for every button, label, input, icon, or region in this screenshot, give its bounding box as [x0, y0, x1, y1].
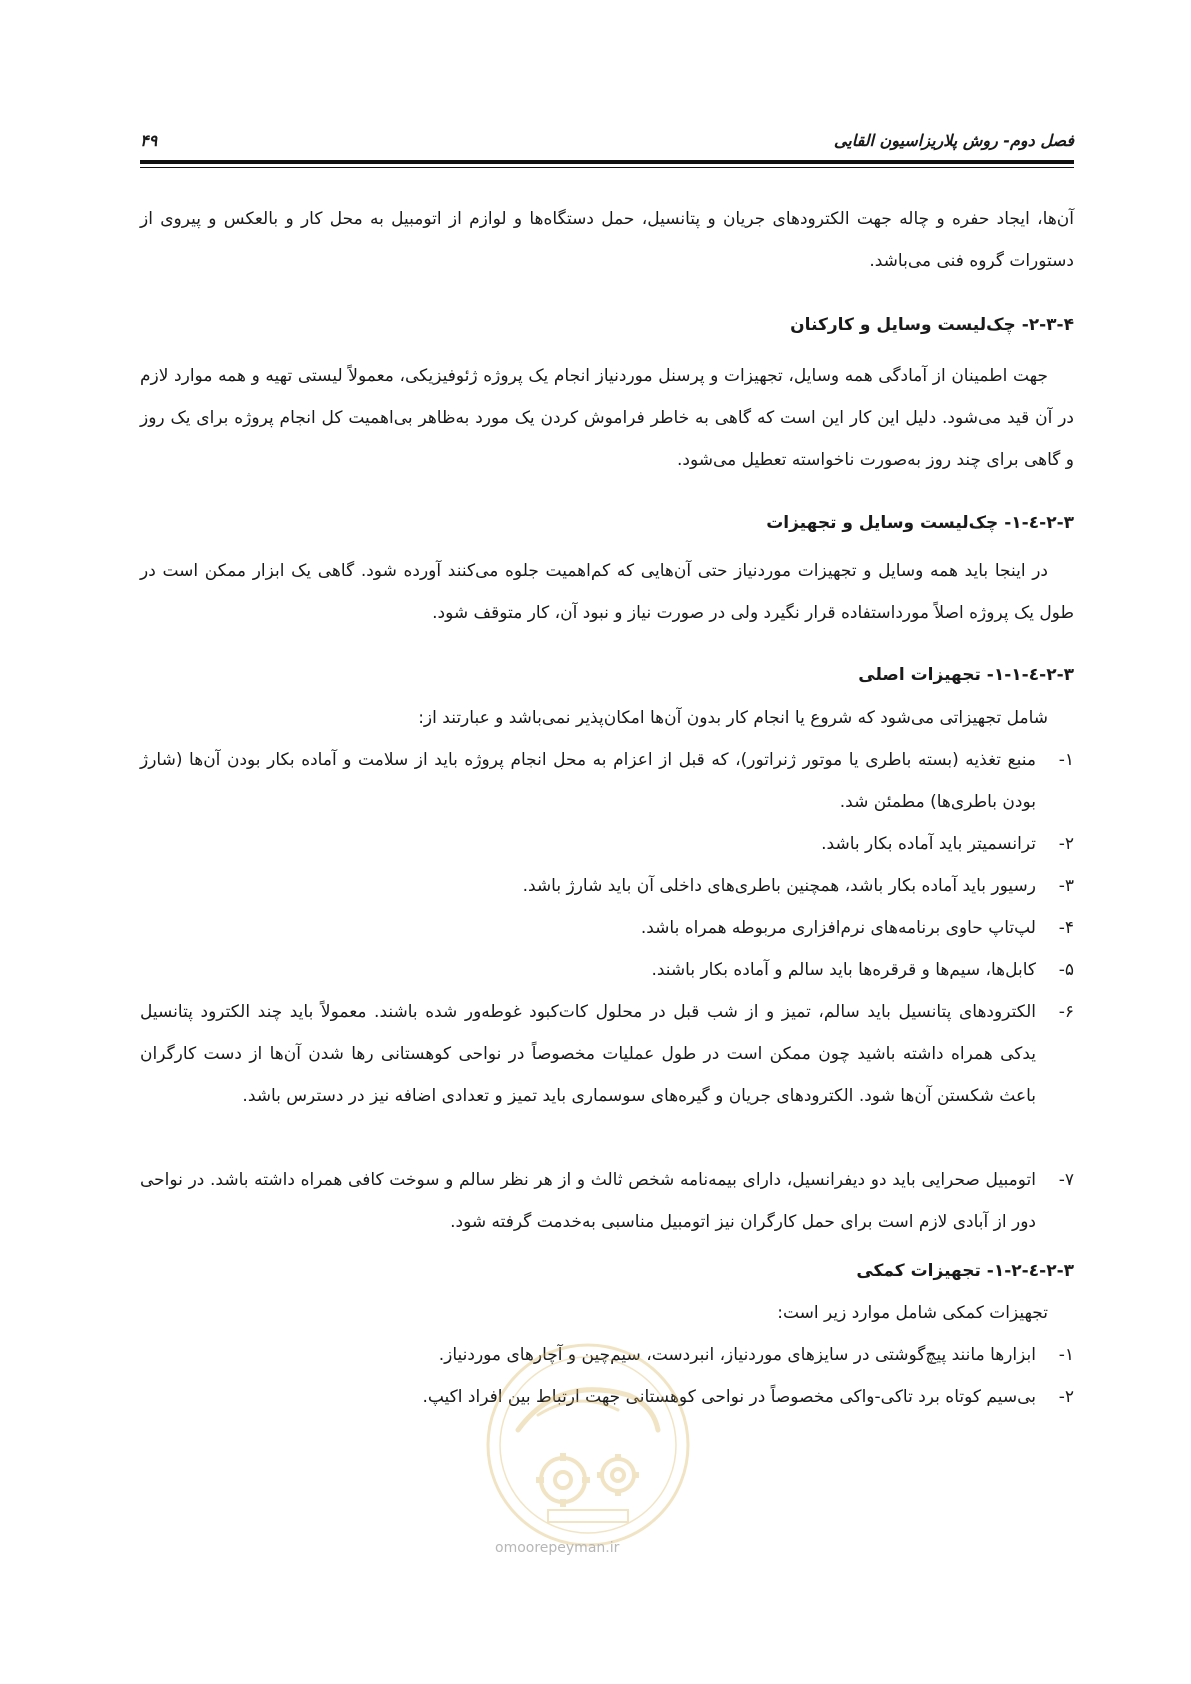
chapter-title: فصل دوم- روش پلاریزاسیون القایی — [833, 130, 1074, 150]
list-item-text: ابزارها مانند پیچ‌گوشتی در سایزهای موردنیاز، انبردست، سیم‌چین و آچارهای موردنیاز. — [438, 1345, 1036, 1365]
equipment-paragraph: در اینجا باید همه وسایل و تجهیزات موردنیاز حتی آن‌هایی که کم‌اهمیت جلوه می‌کنند آورده شود. گاهی یک ابزار ممکن است در طول یک پروژه اصلاً مورداستفاده قرار نگیرد ولی در صورت نیاز و نبود آن، کار متوقف شود. — [140, 561, 1074, 623]
intro-paragraph: آن‌ها، ایجاد حفره و چاله جهت الکترودهای جریان و پتانسیل، حمل دستگاه‌ها و لوازم از اتومبیل به محل کار و بالعکس و پیروی از دستورات گروه فنی می‌باشد. — [140, 209, 1074, 271]
list-item-number: ۷- — [1058, 1170, 1074, 1190]
section-heading-main-equipment: ۲-۳-٤-۱-۱- تجهیزات اصلی — [858, 665, 1074, 685]
main-equipment-intro: شامل تجهیزاتی می‌شود که شروع یا انجام کار بدون آن‌ها امکان‌پذیر نمی‌باشد و عبارتند از: — [418, 708, 1048, 728]
page-header — [140, 128, 1074, 152]
list-item — [140, 907, 1074, 949]
list-item-number: ۴- — [1058, 918, 1074, 938]
auxiliary-equipment-intro: تجهیزات کمکی شامل موارد زیر است: — [777, 1303, 1048, 1323]
list-item-text: ترانسمیتر باید آماده بکار باشد. — [821, 834, 1036, 854]
list-item-text: رسیور باید آماده بکار باشد، همچنین باطری‌های داخلی آن باید شارژ باشد. — [522, 876, 1036, 896]
list-item — [140, 991, 1074, 1117]
watermark-url: omoorepeyman.ir — [495, 1540, 620, 1556]
list-item — [140, 739, 1074, 823]
list-item-number: ۳- — [1058, 876, 1074, 896]
list-item-number: ۶- — [1058, 1002, 1074, 1022]
section-heading-auxiliary-equipment: ۲-۳-٤-۱-۲- تجهیزات کمکی — [856, 1261, 1074, 1281]
list-item-number: ۱- — [1058, 1345, 1074, 1365]
section-heading-equipment: ۲-۳-٤-۱- چک‌لیست وسایل و تجهیزات — [766, 513, 1074, 533]
list-item — [140, 1159, 1074, 1243]
header-rule-thick — [140, 160, 1074, 164]
list-item — [140, 823, 1074, 865]
page-number: ۴۹ — [140, 130, 158, 150]
gear-logo-icon — [478, 1335, 698, 1555]
list-item-text: لپ‌تاپ حاوی برنامه‌های نرم‌افزاری مربوطه همراه باشد. — [640, 918, 1036, 938]
list-item-number: ۲- — [1058, 1387, 1074, 1407]
list-item-number: ۲- — [1058, 834, 1074, 854]
list-item-text: الکترودهای پتانسیل باید سالم، تمیز و از شب قبل در محلول کات‌کبود غوطه‌ور شده باشند. معمولاً باید چند الکترود پتانسیل یدکی همراه داشته باشید چون ممکن است در طول عملیات مخصوصاً در نواحی کوهستانی رها شدن آن‌ها از دست کارگران باعث شکستن آن‌ها شود. الکترودهای جریان و گیره‌های سوسماری باید تمیز و تعدادی اضافه نیز در دسترس باشد. — [140, 1002, 1036, 1106]
list-item-text: کابل‌ها، سیم‌ها و قرقره‌ها باید سالم و آماده بکار باشند. — [651, 960, 1036, 980]
header-rule-thin — [140, 167, 1074, 168]
list-item-text: بی‌سیم کوتاه برد تاکی-واکی مخصوصاً در نواحی کوهستانی جهت ارتباط بین افراد اکیپ. — [422, 1387, 1036, 1407]
list-item-text: اتومبیل صحرایی باید دو دیفرانسیل، دارای بیمه‌نامه شخص ثالث و از هر نظر سالم و سوخت کافی همراه داشته باشد. در نواحی دور از آبادی لازم است برای حمل کارگران نیز اتومبیل مناسبی به‌خدمت گرفته شود. — [140, 1170, 1036, 1232]
list-item-number: ۵- — [1058, 960, 1074, 980]
section-heading-checklist: ۲-۳-۴- چک‌لیست وسایل و کارکنان — [790, 315, 1074, 335]
list-item — [140, 949, 1074, 991]
checklist-paragraph: جهت اطمینان از آمادگی همه وسایل، تجهیزات و پرسنل موردنیاز انجام یک پروژه ژئوفیزیکی، معمولاً لیستی تهیه و همه موارد لازم در آن قید می‌شود. دلیل این کار این است که گاهی به خاطر فراموش کردن یک مورد به‌ظاهر بی‌اهمیت کل انجام پروژه برای یک روز و گاهی برای چند روز به‌صورت ناخواسته تعطیل می‌شود. — [140, 366, 1074, 470]
list-item-text: منبع تغذیه (بسته باطری یا موتور ژنراتور)، که قبل از اعزام به محل انجام پروژه باید از سلامت و آماده بکار بودن آن‌ها (شارژ بودن باطری‌ها) مطمئن شد. — [140, 750, 1036, 812]
list-item-number: ۱- — [1058, 750, 1074, 770]
list-item — [140, 865, 1074, 907]
